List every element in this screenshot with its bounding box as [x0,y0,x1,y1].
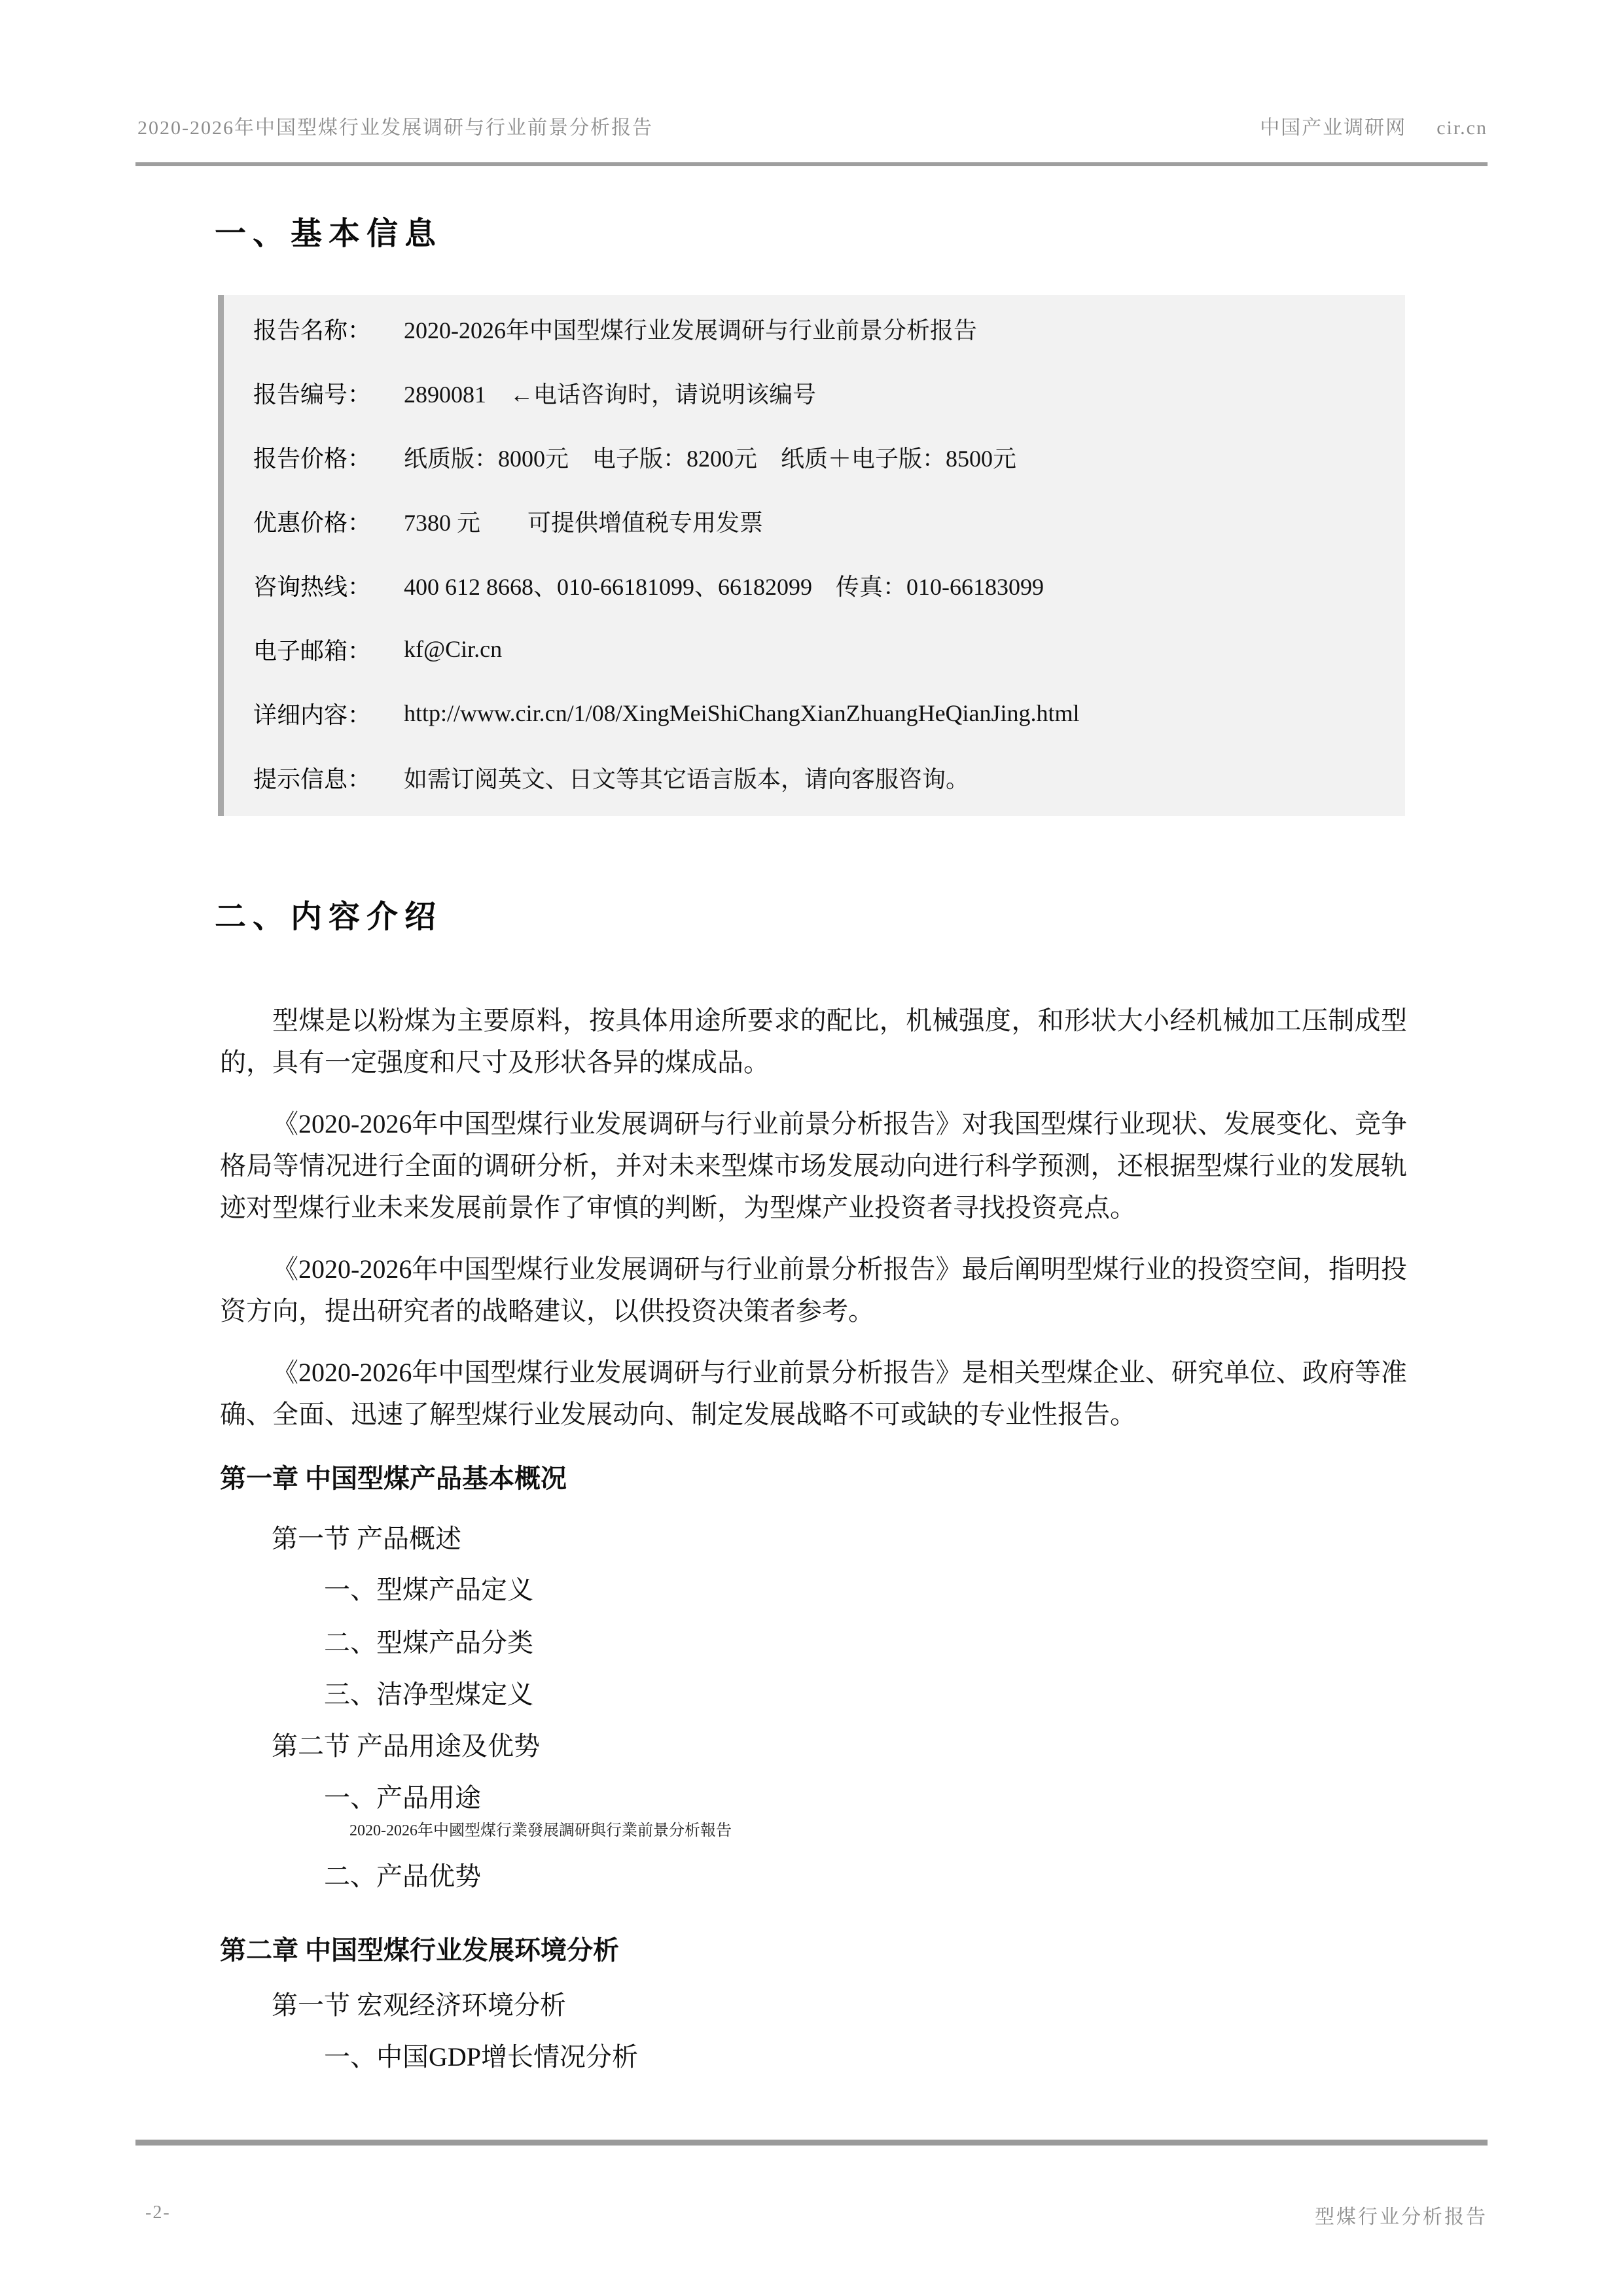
info-value: 400 612 8668、010-66181099、66182099 传真：010-66183099 [404,573,1044,600]
toc-c1-section-1: 第一节 产品概述 [272,1524,461,1553]
info-value: 如需订阅英文、日文等其它语言版本，请向客服咨询。 [404,766,970,792]
email-link[interactable]: kf@Cir.cn [404,636,503,662]
info-label: 报告名称： [253,317,372,344]
toc-c1-s1-item-2: 二、型煤产品分类 [324,1628,533,1657]
header-site-domain: cir.cn [1436,117,1488,139]
info-row-tip [224,745,1405,809]
info-row-email [224,617,1405,681]
intro-paragraph: 型煤是以粉煤为主要原料，按具体用途所要求的配比，机械强度，和形状大小经机械加工压制成型的，具有一定强度和尺寸及形状各异的煤成品。 [220,1006,1407,1077]
report-info-box [218,295,1405,816]
toc-c1-section-2: 第二节 产品用途及优势 [272,1731,540,1761]
toc-c1-s1-item-1: 一、型煤产品定义 [324,1575,533,1604]
info-row-report-name [224,296,1405,361]
info-label: 报告价格： [253,445,372,472]
intro-paragraph: 《2020-2026年中国型煤行业发展调研与行业前景分析报告》是相关型煤企业、研究单位、政府等准确、全面、迅速了解型煤行业发展动向、制定发展战略不可或缺的专业性报告。 [220,1358,1407,1429]
section-title-basic-info: 一、基本信息 [215,217,443,251]
footer-report-label: 型煤行业分析报告 [1315,2206,1488,2228]
toc-watermark-line: 2020-2026年中國型煤行業發展調研與行業前景分析報告 [349,1822,732,1839]
info-label: 提示信息： [253,766,372,792]
info-row-hotline [224,553,1405,617]
intro-paragraph: 《2020-2026年中国型煤行业发展调研与行业前景分析报告》最后阐明型煤行业的投资空间，指明投资方向，提出研究者的战略建议，以供投资决策者参考。 [220,1254,1407,1326]
header-report-title: 2020-2026年中国型煤行业发展调研与行业前景分析报告 [137,117,653,139]
toc-c2-s1-item-1: 一、中国GDP增长情况分析 [324,2042,639,2072]
info-value: 2020-2026年中国型煤行业发展调研与行业前景分析报告 [404,317,977,344]
info-label: 优惠价格： [253,509,372,536]
toc-chapter-1: 第一章 中国型煤产品基本概况 [220,1464,567,1493]
header-site [1260,111,1488,140]
info-row-report-price [224,425,1405,489]
intro-paragraphs [220,1000,1407,1455]
toc-c2-section-1: 第一节 宏观经济环境分析 [272,1990,566,2020]
info-row-detail-url [224,681,1405,745]
info-value: 2890081 ←电话咨询时，请说明该编号 [404,381,817,408]
intro-paragraph: 《2020-2026年中国型煤行业发展调研与行业前景分析报告》对我国型煤行业现状、发展变化、竞争格局等情况进行全面的调研分析，并对未来型煤市场发展动向进行科学预测，还根据型煤行业的发展轨迹对型煤行业未来发展前景作了审慎的判断，为型煤产业投资者寻找投资亮点。 [220,1109,1407,1222]
section-title-content-intro: 二、内容介绍 [215,900,443,934]
footer-divider [135,2140,1488,2146]
toc-c1-s2-item-2: 二、产品优势 [324,1862,481,1891]
info-value: 7380 元 可提供增值税专用发票 [404,509,764,536]
toc-c1-s2-item-1: 一、产品用途 [324,1783,481,1812]
info-label: 详细内容： [253,701,372,728]
info-label: 咨询热线： [253,573,372,600]
info-label: 电子邮箱： [253,637,372,664]
info-value: 纸质版：8000元 电子版：8200元 纸质＋电子版：8500元 [404,445,1017,472]
header-site-name: 中国产业调研网 [1260,117,1407,139]
header-divider [135,162,1488,166]
report-url-link[interactable]: http://www.cir.cn/1/08/XingMeiShiChangXianZhuangHeQianJing.html [404,700,1080,726]
info-row-report-number [224,361,1405,425]
page-number: -2- [145,2202,171,2223]
toc-c1-s1-item-3: 三、洁净型煤定义 [324,1680,533,1709]
toc-chapter-2: 第二章 中国型煤行业发展环境分析 [220,1935,619,1965]
info-label: 报告编号： [253,381,372,408]
info-row-discount-price [224,489,1405,553]
